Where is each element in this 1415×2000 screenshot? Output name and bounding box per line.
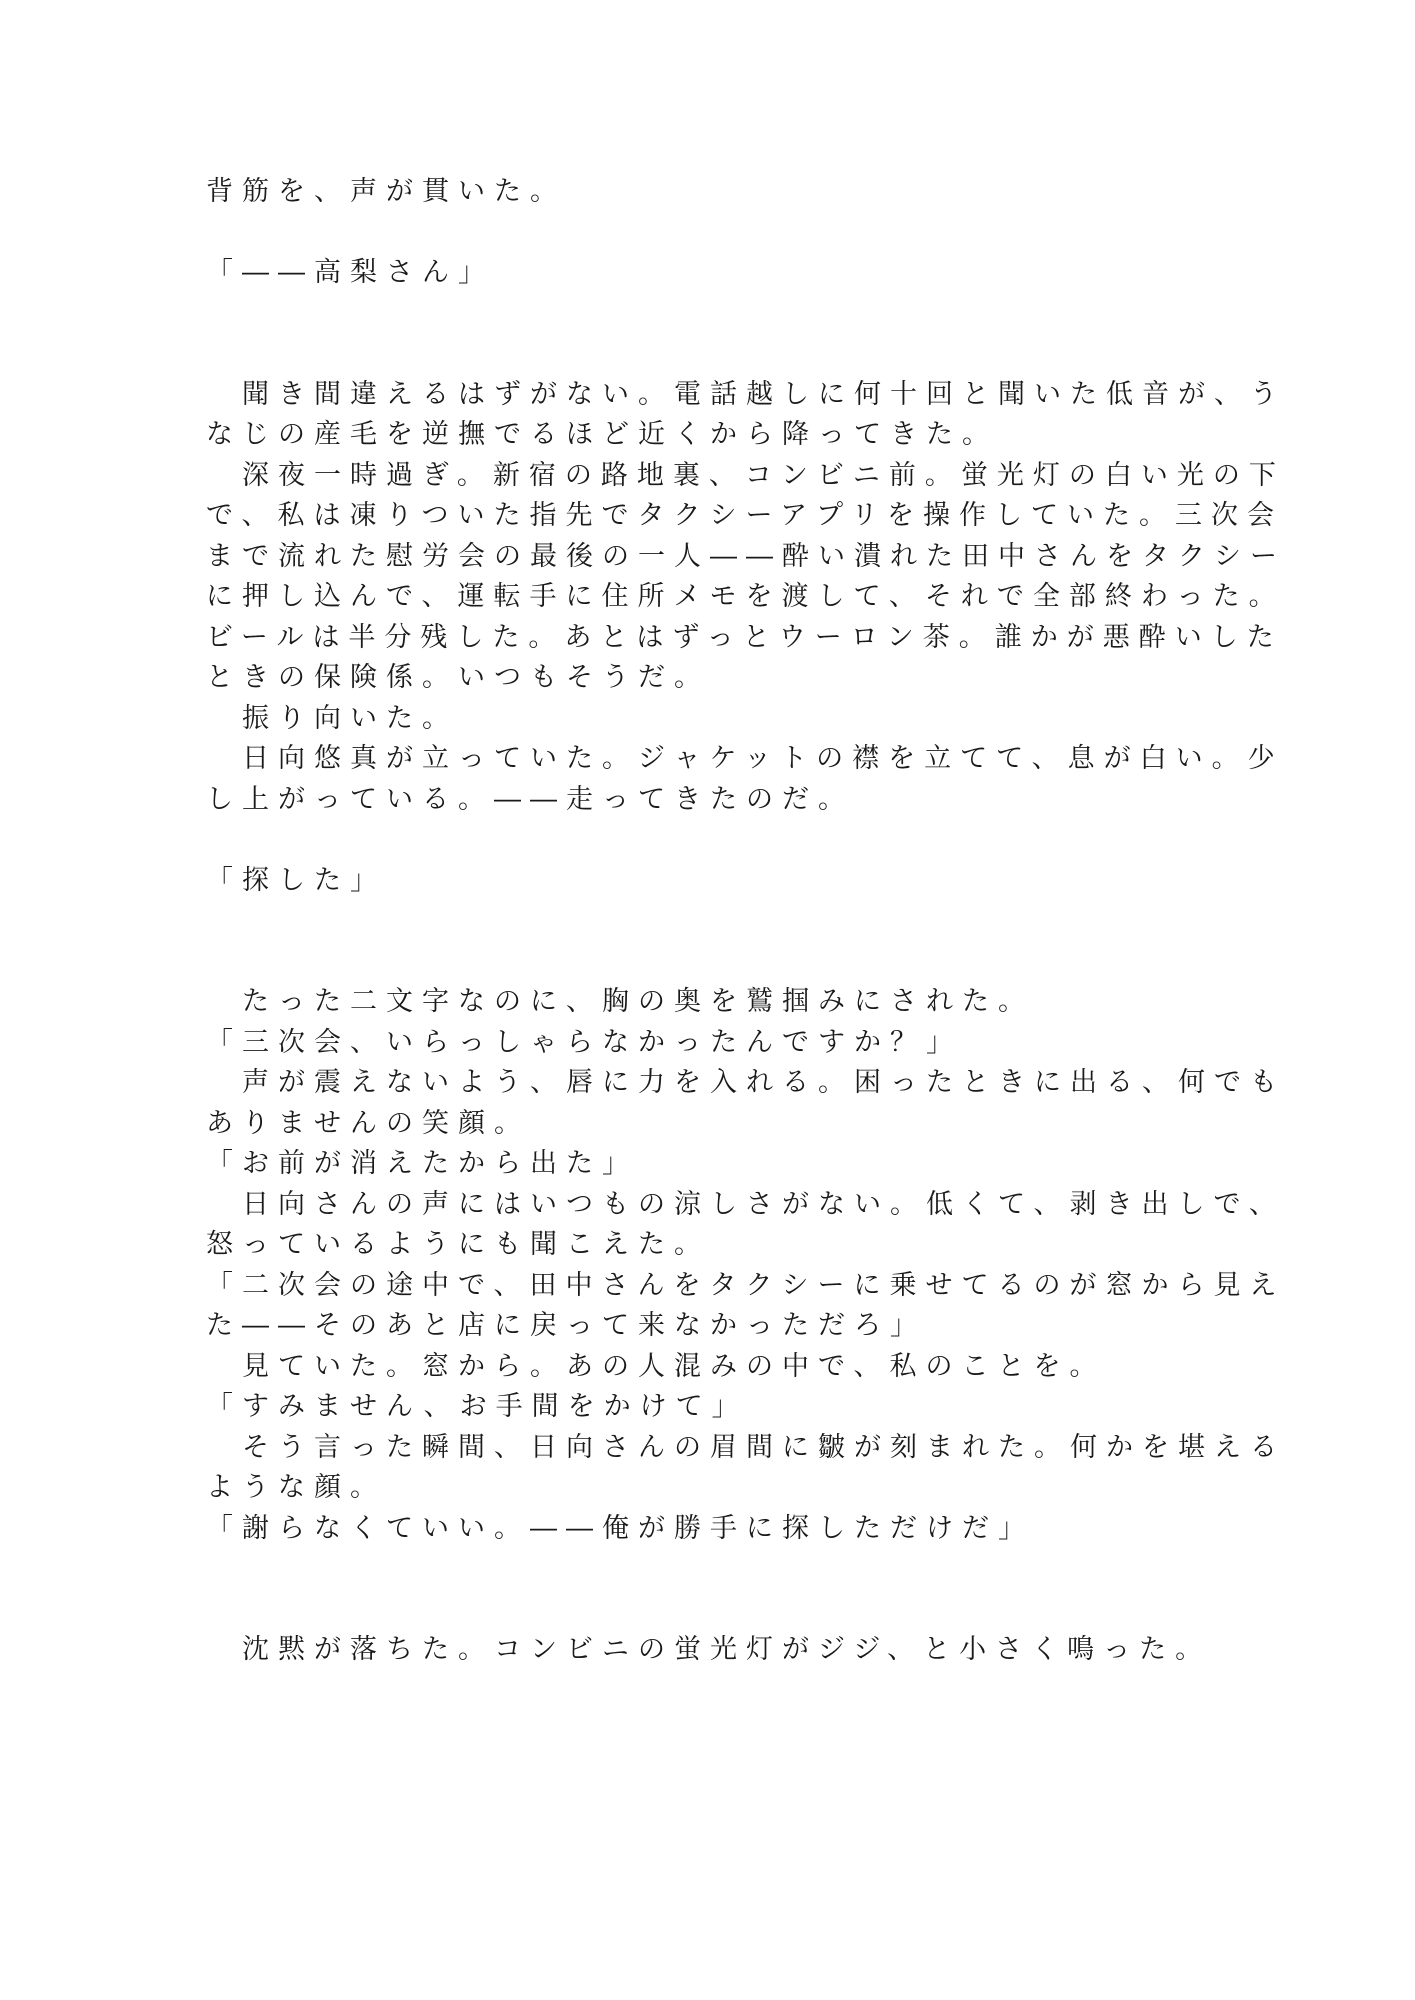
text-line: 聞き間違えるはずがない。電話越しに何十回と聞いた低音が、う bbox=[206, 378, 1286, 410]
text-line: 日向悠真が立っていた。ジャケットの襟を立てて、息が白い。少 bbox=[206, 743, 1284, 774]
text-line: 「二次会の途中で、田中さんをタクシーに乗せてるのが窓から見え bbox=[206, 1269, 1286, 1301]
text-line: 見ていた。窓から。あの人混みの中で、私のことを。 bbox=[206, 1350, 1106, 1382]
text-line: 声が震えないよう、唇に力を入れる。困ったときに出る、何でも bbox=[206, 1067, 1286, 1098]
text-line: そう言った瞬間、日向さんの眉間に皺が刻まれた。何かを堪える bbox=[206, 1431, 1286, 1463]
text-line: し上がっている。――走ってきたのだ。 bbox=[206, 783, 854, 815]
text-line: 沈黙が落ちた。コンビニの蛍光灯がジジ、と小さく鳴った。 bbox=[206, 1634, 1212, 1665]
text-line: に押し込んで、運転手に住所メモを渡して、それで全部終わった。 bbox=[206, 581, 1285, 612]
blank-line bbox=[206, 820, 1206, 861]
blank-line bbox=[206, 213, 1206, 254]
novel-text-body bbox=[206, 172, 1286, 1671]
blank-line bbox=[206, 334, 1206, 375]
text-line: なじの産毛を逆撫でるほど近くから降ってきた。 bbox=[206, 419, 998, 450]
text-line: で、私は凍りついた指先でタクシーアプリを操作していた。三次会 bbox=[206, 500, 1284, 531]
text-line: ときの保険係。いつもそうだ。 bbox=[206, 662, 710, 693]
text-line: 深夜一時過ぎ。新宿の路地裏、コンビニ前。蛍光灯の白い光の下 bbox=[206, 459, 1285, 491]
text-line: ビールは半分残した。あとはずっとウーロン茶。誰かが悪酔いした bbox=[206, 621, 1283, 653]
blank-line bbox=[206, 1590, 1206, 1631]
text-line: 「お前が消えたから出た」 bbox=[206, 1148, 638, 1179]
text-line: 怒っているようにも聞こえた。 bbox=[206, 1229, 710, 1260]
blank-line bbox=[206, 942, 1206, 983]
text-line: 背筋を、声が貫いた。 bbox=[206, 176, 566, 207]
text-line: たった二文字なのに、胸の奥を鷲掴みにされた。 bbox=[206, 986, 1034, 1017]
text-line: ような顔。 bbox=[206, 1472, 386, 1503]
text-line: 「三次会、いらっしゃらなかったんですか？」 bbox=[206, 1026, 962, 1058]
blank-line bbox=[206, 901, 1206, 942]
text-line: まで流れた慰労会の最後の一人――酔い潰れた田中さんをタクシー bbox=[206, 540, 1286, 572]
text-line: ありませんの笑顔。 bbox=[206, 1107, 530, 1139]
text-line: 「――高梨さん」 bbox=[206, 257, 494, 288]
text-line: 振り向いた。 bbox=[206, 702, 458, 734]
blank-line bbox=[206, 1549, 1206, 1590]
text-line: た――そのあと店に戻って来なかっただろ」 bbox=[206, 1310, 926, 1341]
blank-line bbox=[206, 294, 1206, 335]
text-line: 「謝らなくていい。――俺が勝手に探しただけだ」 bbox=[206, 1512, 1034, 1544]
text-line: 「探した」 bbox=[206, 864, 386, 896]
text-line: 「すみません、お手間をかけて」 bbox=[206, 1391, 748, 1422]
text-line: 日向さんの声にはいつもの涼しさがない。低くて、剥き出しで、 bbox=[206, 1188, 1285, 1220]
